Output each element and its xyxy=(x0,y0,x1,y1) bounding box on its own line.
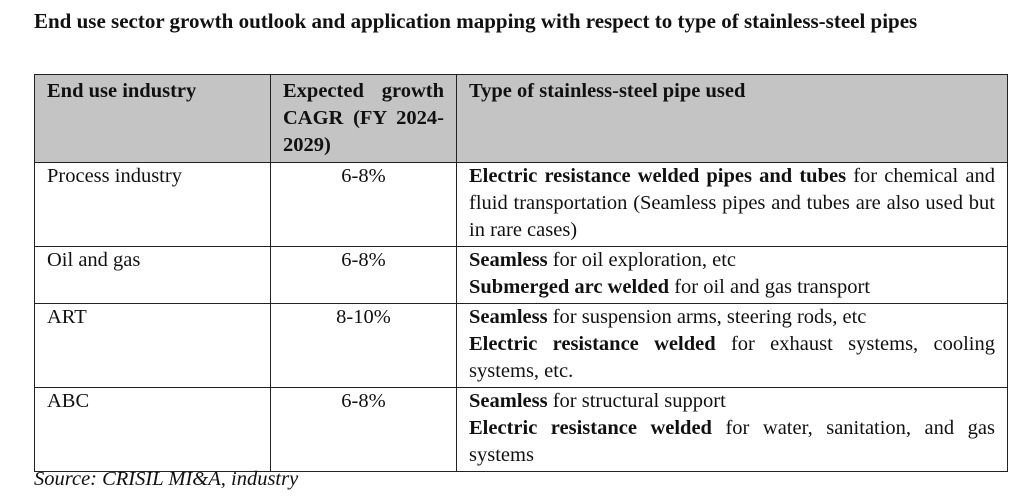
pipe-type-entry xyxy=(469,388,995,415)
industry-cell: ABC xyxy=(35,388,271,472)
pipe-type-name: Electric resistance welded xyxy=(469,333,716,355)
table-title: End use sector growth outlook and application mapping with respect to type of stainless-steel pipes xyxy=(34,9,918,33)
table-row xyxy=(35,247,1008,304)
industry-cell: ART xyxy=(35,304,271,388)
source-note: Source: CRISIL MI&A, industry xyxy=(34,468,299,490)
header-row xyxy=(35,75,1008,163)
sector-outlook-table xyxy=(34,74,1008,472)
pipe-type-application: for structural support xyxy=(547,390,726,412)
pipe-type-cell xyxy=(457,304,1008,388)
header-end-use-industry: End use industry xyxy=(35,75,271,163)
cagr-cell: 8-10% xyxy=(271,304,457,388)
cagr-cell: 6-8% xyxy=(271,247,457,304)
pipe-type-name: Seamless xyxy=(469,390,548,412)
table-row xyxy=(35,163,1008,247)
pipe-type-entry xyxy=(469,304,995,331)
pipe-type-name: Seamless xyxy=(469,306,548,328)
pipe-type-cell xyxy=(457,163,1008,247)
cagr-cell: 6-8% xyxy=(271,388,457,472)
pipe-type-name: Electric resistance welded pipes and tubes xyxy=(469,165,847,187)
table-row xyxy=(35,304,1008,388)
pipe-type-application: for exhaust systems, cooling systems, etc. xyxy=(469,333,995,382)
header-expected-growth: Expected growth CAGR (FY 2024-2029) xyxy=(271,75,457,163)
pipe-type-cell xyxy=(457,388,1008,472)
industry-cell: Process industry xyxy=(35,163,271,247)
industry-cell: Oil and gas xyxy=(35,247,271,304)
table-row xyxy=(35,388,1008,472)
pipe-type-cell xyxy=(457,247,1008,304)
pipe-type-application: for oil exploration, etc xyxy=(547,249,737,271)
pipe-type-entry xyxy=(469,247,995,274)
pipe-type-application: for oil and gas transport xyxy=(669,276,871,298)
pipe-type-entry xyxy=(469,165,995,241)
pipe-type-entry xyxy=(469,415,995,469)
pipe-type-name: Electric resistance welded xyxy=(469,417,712,439)
pipe-type-name: Submerged arc welded xyxy=(469,276,670,298)
pipe-type-application: for chemical and fluid transportation (Seamless pipes and tubes are also used but in rare cases) xyxy=(469,165,995,241)
cagr-cell: 6-8% xyxy=(271,163,457,247)
pipe-type-name: Seamless xyxy=(469,249,548,271)
pipe-type-application: for suspension arms, steering rods, etc xyxy=(547,306,867,328)
pipe-type-entry xyxy=(469,274,995,301)
pipe-type-application: for water, sanitation, and gas systems xyxy=(469,417,995,466)
pipe-type-entry xyxy=(469,331,995,385)
header-pipe-type: Type of stainless-steel pipe used xyxy=(457,75,1008,163)
